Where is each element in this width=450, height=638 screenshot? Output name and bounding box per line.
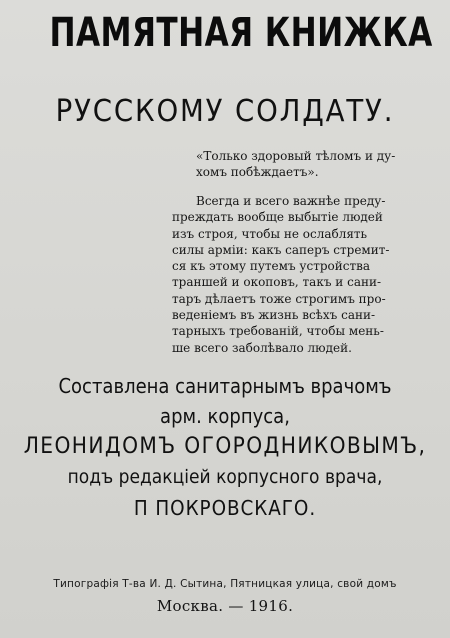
epigraph-text-line: таръ дѣлаетъ тоже строгимъ про- xyxy=(172,291,386,306)
epigraph-quote xyxy=(196,148,421,180)
corps-line: арм. корпуса, xyxy=(160,404,290,428)
compiled-by-line: Составлена санитарнымъ врачомъ xyxy=(58,374,392,398)
epigraph-text-line: преждать вообще выбытіе людей xyxy=(172,210,383,225)
authorship-block xyxy=(0,374,450,526)
epigraph-text-line: силы арміи: какъ саперъ стремит- xyxy=(172,242,390,257)
epigraph-text-line: Всегда и всего важнѣе преду- xyxy=(196,194,386,208)
epigraph-text xyxy=(172,193,422,356)
book-subtitle: РУССКОМУ СОЛДАТУ. xyxy=(55,94,395,129)
epigraph-text-line: ше всего заболѣвало людей. xyxy=(172,340,352,355)
epigraph-text-line: веденіемъ въ жизнь всѣхъ сани- xyxy=(172,308,376,323)
epigraph-text-line: изъ строя, чтобы не ослаблять xyxy=(172,226,368,241)
epigraph-quote-line: «Только здоровый тѣломъ и ду- xyxy=(196,149,396,163)
epigraph-text-line: ся къ этому путемъ устройства xyxy=(172,259,371,274)
author-name: ЛЕОНИДОМЪ ОГОРОДНИКОВЫМЪ, xyxy=(23,434,427,459)
epigraph-quote-line: хомъ побѣждаетъ». xyxy=(196,165,319,179)
epigraph-text-line: траншей и окоповъ, такъ и сани- xyxy=(172,275,382,290)
epigraph-text-line: тарныхъ требованій, чтобы мень- xyxy=(172,324,384,339)
editor-line: подъ редакціей корпусного врача, xyxy=(67,466,383,488)
imprint xyxy=(0,578,450,615)
editor-name: П ПОКРОВСКАГО. xyxy=(133,496,317,520)
printer-line: Типографія Т-ва И. Д. Сытина, Пятницкая улица, свой домъ xyxy=(53,578,397,590)
city-year: Москва. — 1916. xyxy=(156,597,294,615)
book-title: ПАМЯТНАЯ КНИЖКА xyxy=(49,10,433,56)
